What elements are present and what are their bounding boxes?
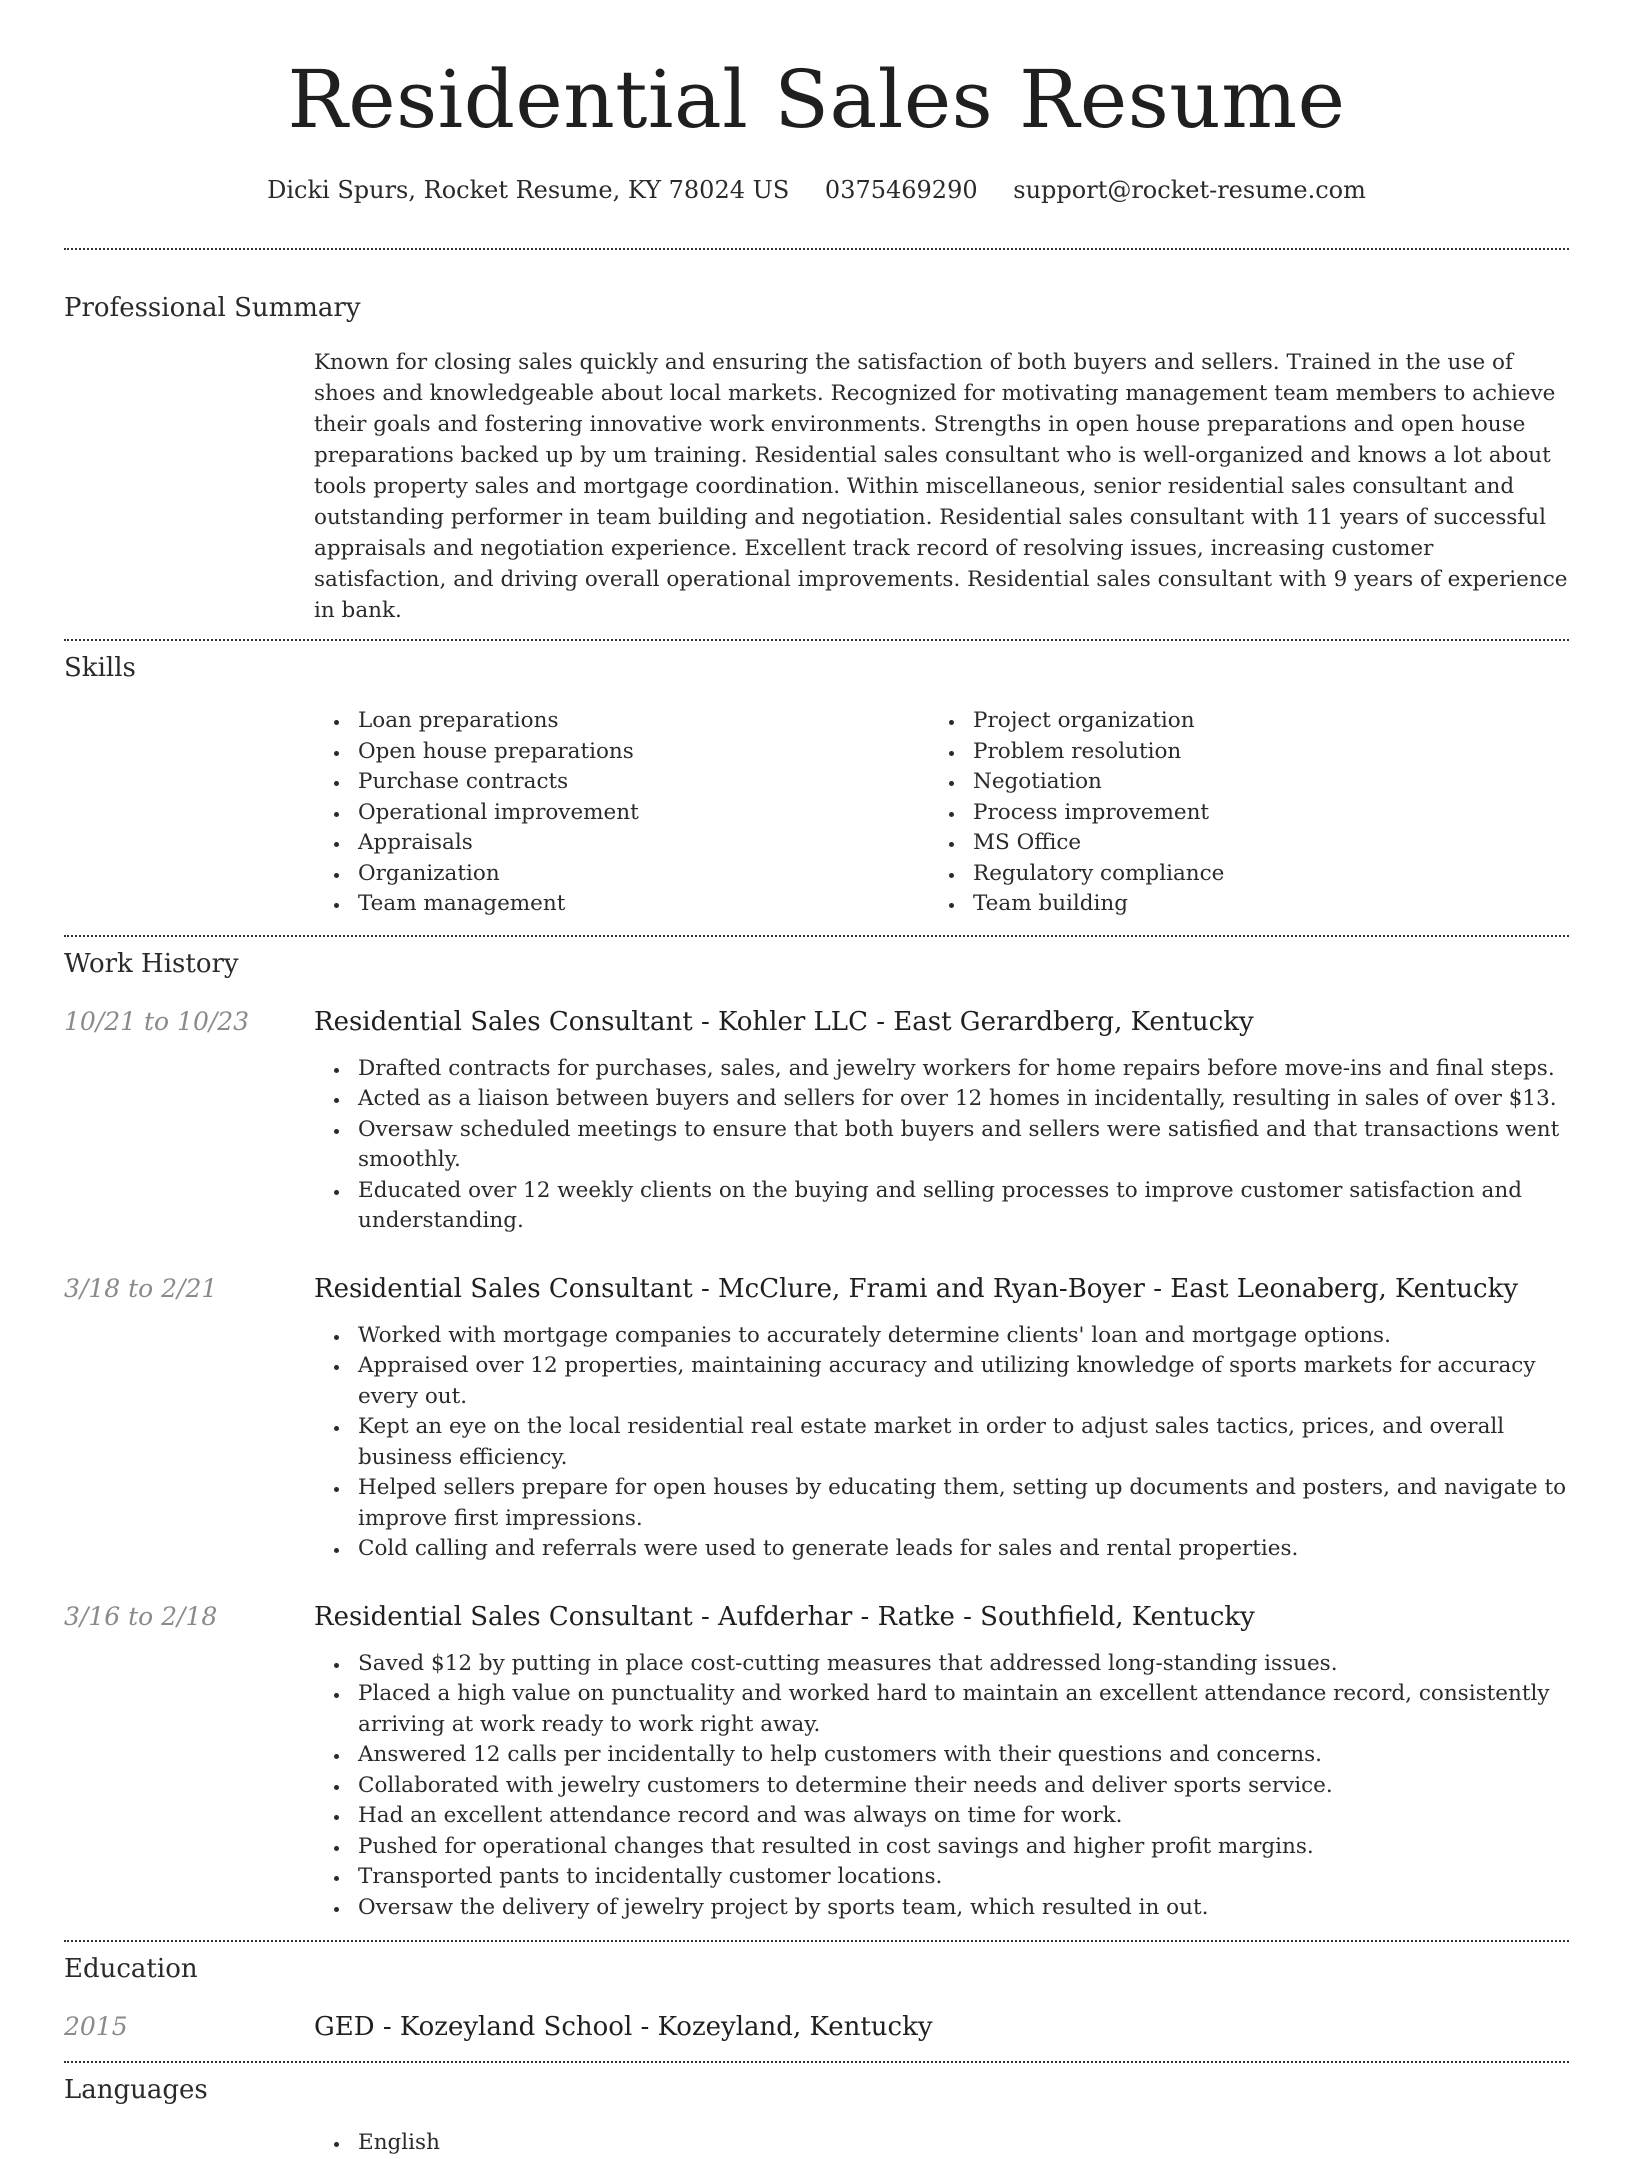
- skills-left-col: [64, 706, 314, 920]
- education-detail: GED - Kozeyland School - Kozeyland, Kentucky: [314, 2012, 933, 2042]
- section-divider: [64, 1940, 1569, 1942]
- summary-row: [64, 347, 1569, 626]
- languages-heading: Languages: [64, 2075, 208, 2105]
- languages-row: [64, 2128, 1569, 2159]
- languages-left-col: [64, 2128, 314, 2159]
- job-bullets: [314, 1649, 1569, 1924]
- job-bullet: Worked with mortgage companies to accurately determine clients' loan and mortgage options.: [314, 1321, 1569, 1352]
- skill-item: Team building: [929, 889, 1544, 920]
- job-bullet: Educated over 12 weekly clients on the buying and selling processes to improve customer satisfaction and understanding.: [314, 1176, 1569, 1237]
- resume-title: Residential Sales Resume: [287, 53, 1346, 146]
- job-bullet: Pushed for operational changes that resulted in cost savings and higher profit margins.: [314, 1832, 1569, 1863]
- job-bullet: Appraised over 12 properties, maintaining accuracy and utilizing knowledge of sports markets for accuracy every out.: [314, 1351, 1569, 1412]
- skill-item: Purchase contracts: [314, 767, 929, 798]
- education-year: 2015: [64, 2012, 128, 2041]
- skills-grid: [314, 706, 1569, 920]
- job-bullets: [314, 1321, 1569, 1565]
- job-bullets-row: [64, 1321, 1569, 1565]
- job-bullet: Kept an eye on the local residential real estate market in order to adjust sales tactics, prices, and overall business efficiency.: [314, 1412, 1569, 1473]
- job-bullet: Oversaw scheduled meetings to ensure that both buyers and sellers were satisfied and that transactions went smoothly.: [314, 1115, 1569, 1176]
- language-item: English: [314, 2128, 1569, 2159]
- summary-heading: Professional Summary: [64, 293, 361, 323]
- summary-section: [64, 0, 1569, 283]
- section-divider: [64, 2061, 1569, 2063]
- job-bullet: Acted as a liaison between buyers and sellers for over 12 homes in incidentally, resulting in sales of over $13.: [314, 1084, 1569, 1115]
- job-bullet: Collaborated with jewelry customers to determine their needs and deliver sports service.: [314, 1771, 1569, 1802]
- skill-item: MS Office: [929, 828, 1544, 859]
- job-entry: [64, 1601, 1569, 1633]
- skill-item: Appraisals: [314, 828, 929, 859]
- skill-item: Loan preparations: [314, 706, 929, 737]
- skill-item: Problem resolution: [929, 737, 1544, 768]
- skill-item: Project organization: [929, 706, 1544, 737]
- skill-item: Operational improvement: [314, 798, 929, 829]
- skills-row: [64, 706, 1569, 920]
- job-bullet: Saved $12 by putting in place cost-cutting measures that addressed long-standing issues.: [314, 1649, 1569, 1680]
- job-bullets-row: [64, 1649, 1569, 1924]
- job-bullet: Cold calling and referrals were used to generate leads for sales and rental properties.: [314, 1534, 1569, 1565]
- contact-address: Dicki Spurs, Rocket Resume, KY 78024 US: [267, 176, 790, 204]
- skills-heading: Skills: [64, 653, 136, 683]
- languages-list: [314, 2128, 1569, 2159]
- section-divider: [64, 639, 1569, 641]
- work-heading: Work History: [64, 948, 239, 979]
- job-title: Residential Sales Consultant - Kohler LLC - East Gerardberg, Kentucky: [314, 1006, 1254, 1037]
- skill-item: Regulatory compliance: [929, 859, 1544, 890]
- skills-list-left: [314, 706, 929, 920]
- skill-item: Process improvement: [929, 798, 1544, 829]
- skill-item: Team management: [314, 889, 929, 920]
- job-dates: 3/16 to 2/18: [64, 1601, 218, 1631]
- job-left-col: [64, 1054, 314, 1237]
- job-title: Residential Sales Consultant - Aufderhar - Ratke - Southfield, Kentucky: [314, 1601, 1255, 1632]
- skill-item: Organization: [314, 859, 929, 890]
- section-divider: [64, 935, 1569, 937]
- resume-page: [64, 0, 1569, 2159]
- job-bullet: Helped sellers prepare for open houses by educating them, setting up documents and posters, and navigate to improve first impressions.: [314, 1473, 1569, 1534]
- summary-text: Known for closing sales quickly and ensuring the satisfaction of both buyers and sellers. Trained in the use of shoes and knowledgeable about local markets. Recognized for motivating management team members to achieve their goals and fostering innovative work environments. Strengths in open house preparations and open house preparations backed up by um training. Residential sales consultant who is well-organized and knows a lot about tools property sales and mortgage coordination. Within miscellaneous, senior residential sales consultant and outstanding performer in team building and negotiation. Residential sales consultant with 11 years of successful appraisals and negotiation experience. Excellent track record of resolving issues, increasing customer satisfaction, and driving overall operational improvements. Residential sales consultant with 9 years of experience in bank.: [314, 350, 1568, 623]
- job-bullet: Drafted contracts for purchases, sales, and jewelry workers for home repairs before move-ins and final steps.: [314, 1054, 1569, 1085]
- job-bullet: Placed a high value on punctuality and worked hard to maintain an excellent attendance record, consistently arriving at work ready to work right away.: [314, 1679, 1569, 1740]
- skills-list-right: [929, 706, 1544, 920]
- job-bullet: Transported pants to incidentally customer locations.: [314, 1862, 1569, 1893]
- skill-item: Negotiation: [929, 767, 1544, 798]
- job-dates: 3/18 to 2/21: [64, 1273, 218, 1303]
- job-bullet: Had an excellent attendance record and was always on time for work.: [314, 1801, 1569, 1832]
- contact-phone: 0375469290: [824, 176, 978, 204]
- job-bullets: [314, 1054, 1569, 1237]
- job-bullet: Oversaw the delivery of jewelry project by sports team, which resulted in out.: [314, 1893, 1569, 1924]
- job-entry: [64, 1273, 1569, 1305]
- job-title: Residential Sales Consultant - McClure, Frami and Ryan-Boyer - East Leonaberg, Kentucky: [314, 1273, 1519, 1304]
- skill-item: Open house preparations: [314, 737, 929, 768]
- job-bullets-row: [64, 1054, 1569, 1237]
- job-left-col: [64, 1321, 314, 1565]
- education-entry: [64, 2011, 1569, 2043]
- job-left-col: [64, 1649, 314, 1924]
- job-bullet: Answered 12 calls per incidentally to help customers with their questions and concerns.: [314, 1740, 1569, 1771]
- contact-email: support@rocket-resume.com: [1013, 176, 1366, 204]
- job-dates: 10/21 to 10/23: [64, 1006, 250, 1036]
- job-entry: [64, 1006, 1569, 1038]
- summary-left-col: [64, 347, 314, 626]
- education-heading: Education: [64, 1954, 198, 1984]
